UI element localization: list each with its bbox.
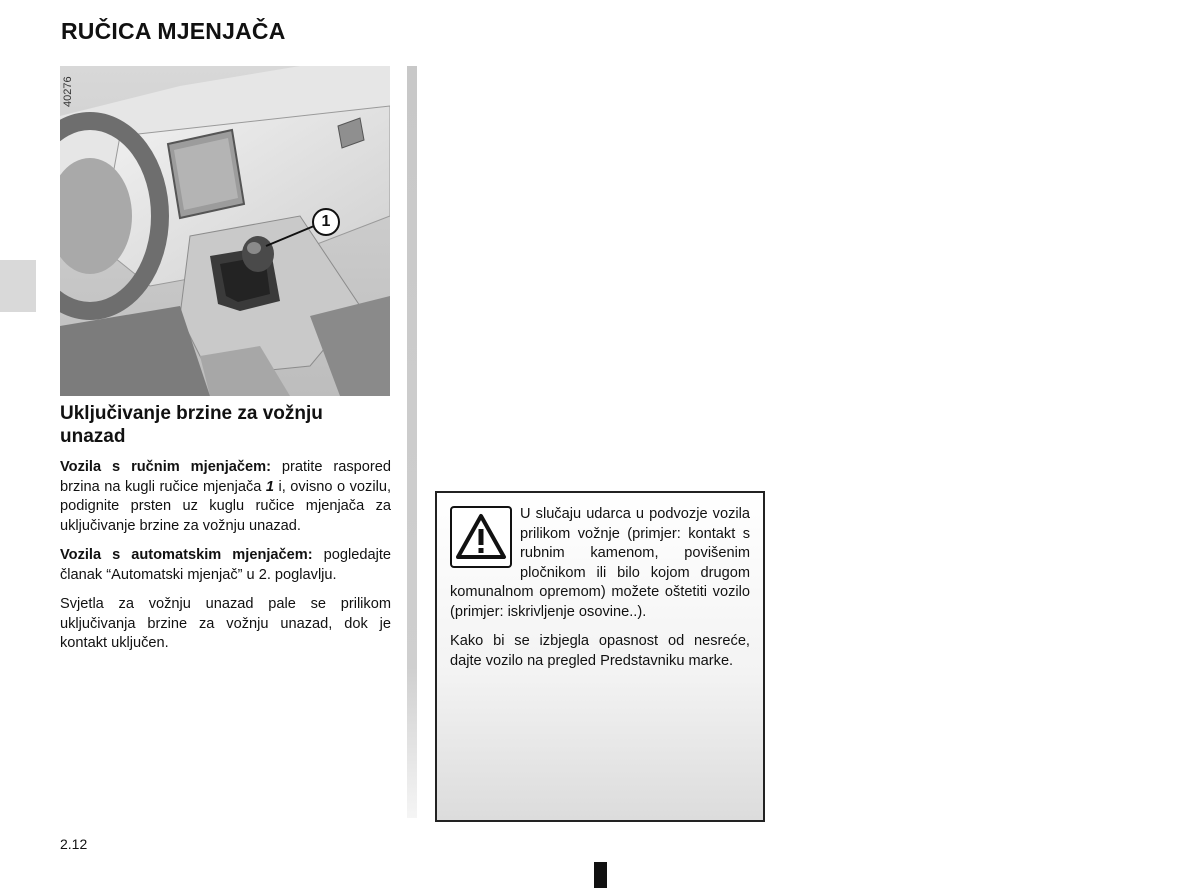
label-manual: Vozila s ručnim mjenjačem: xyxy=(60,459,271,475)
callout-1: 1 xyxy=(312,208,340,236)
page-title: RUČICA MJENJAČA xyxy=(61,18,286,44)
figure-id: 40276 xyxy=(62,76,74,108)
warning-paragraph-1: U slučaju udarca u podvozje vozila prilikom vožnje (primjer: kontakt s rubnim kamenom, povišenim pločnikom ili bilo kojom drugom komunalnom opremom) možete oštetiti vozilo (primjer: iskrivljenje osovine..). xyxy=(450,506,750,620)
label-automatic: Vozila s automatskim mjenjačem: xyxy=(60,547,313,563)
column-divider xyxy=(407,66,417,818)
gear-lever-illustration xyxy=(60,66,390,396)
ref-1: 1 xyxy=(265,478,274,495)
left-column xyxy=(60,402,391,664)
text-manual-1: pratite raspored brzina na kugli ručice mjenjača xyxy=(60,459,391,495)
warning-triangle-icon xyxy=(450,506,512,568)
paragraph-manual xyxy=(60,458,391,536)
text-manual-2: i, ovisno o vozilu, podignite prsten uz kuglu ručice mjenjača za uključivanje brzine za vožnju unazad. xyxy=(60,478,391,534)
warning-paragraph-2: Kako bi se izbjegla opasnost od nesreće, dajte vozilo na pregled Predstavniku marke. xyxy=(450,633,750,669)
text-automatic: pogledajte članak “Automatski mjenjač” u 2. poglavlju. xyxy=(60,547,391,583)
paragraph-automatic xyxy=(60,546,391,585)
page-number: 2.12 xyxy=(60,836,88,852)
warning-box xyxy=(435,491,765,822)
section-heading: Uključivanje brzine za vožnju unazad xyxy=(60,403,323,447)
paragraph-reverse-lights: Svjetla za vožnju unazad pale se prilikom uključivanja brzine za vožnju unazad, dok je kontakt uključen. xyxy=(60,596,391,651)
chapter-tab xyxy=(0,260,36,312)
print-mark xyxy=(594,862,607,888)
